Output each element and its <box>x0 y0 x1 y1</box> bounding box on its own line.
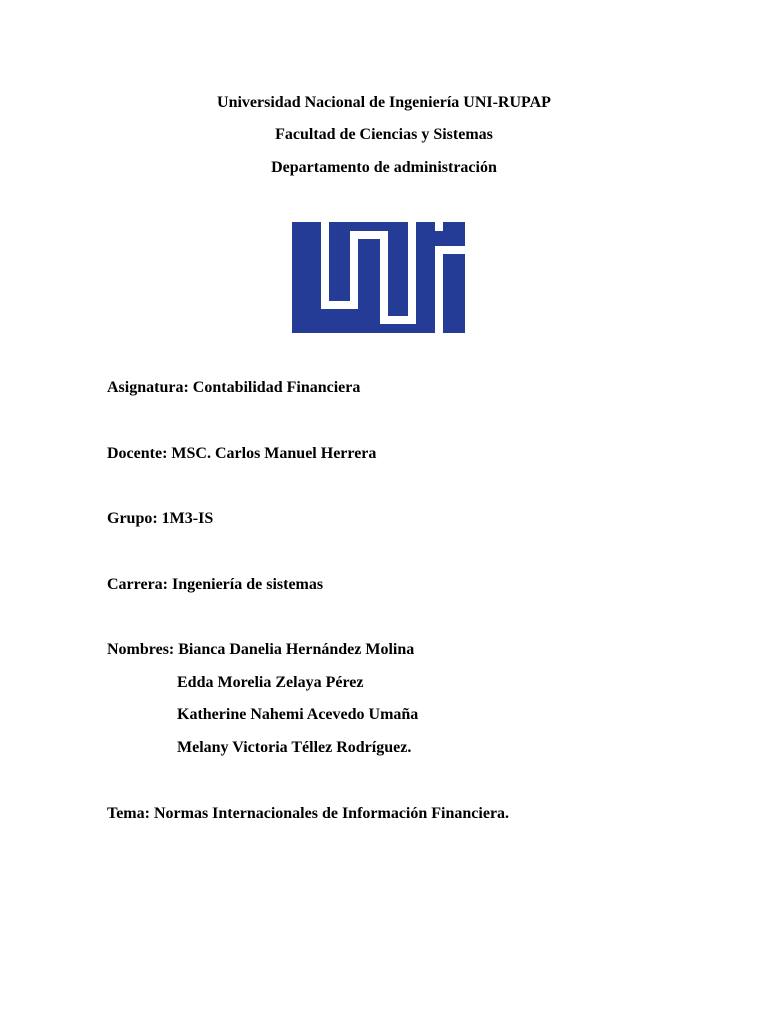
nombres-line: Nombres: Bianca Danelia Hernández Molina <box>107 641 415 658</box>
carrera-line: Carrera: Ingeniería de sistemas <box>107 576 324 593</box>
department-name: Departamento de administración <box>271 159 497 176</box>
university-name: Universidad Nacional de Ingeniería UNI-RUPAP <box>217 94 551 111</box>
uni-logo-icon <box>292 222 465 333</box>
docente-line: Docente: MSC. Carlos Manuel Herrera <box>107 445 377 462</box>
grupo-line: Grupo: 1M3-IS <box>107 510 214 527</box>
asignatura-line: Asignatura: Contabilidad Financiera <box>107 379 361 396</box>
student-name: Edda Morelia Zelaya Pérez <box>177 674 364 691</box>
faculty-name: Facultad de Ciencias y Sistemas <box>275 126 493 143</box>
student-name: Melany Victoria Téllez Rodríguez. <box>177 739 412 756</box>
student-name: Katherine Nahemi Acevedo Umaña <box>177 706 419 723</box>
tema-line: Tema: Normas Internacionales de Información Financiera. <box>107 805 510 822</box>
